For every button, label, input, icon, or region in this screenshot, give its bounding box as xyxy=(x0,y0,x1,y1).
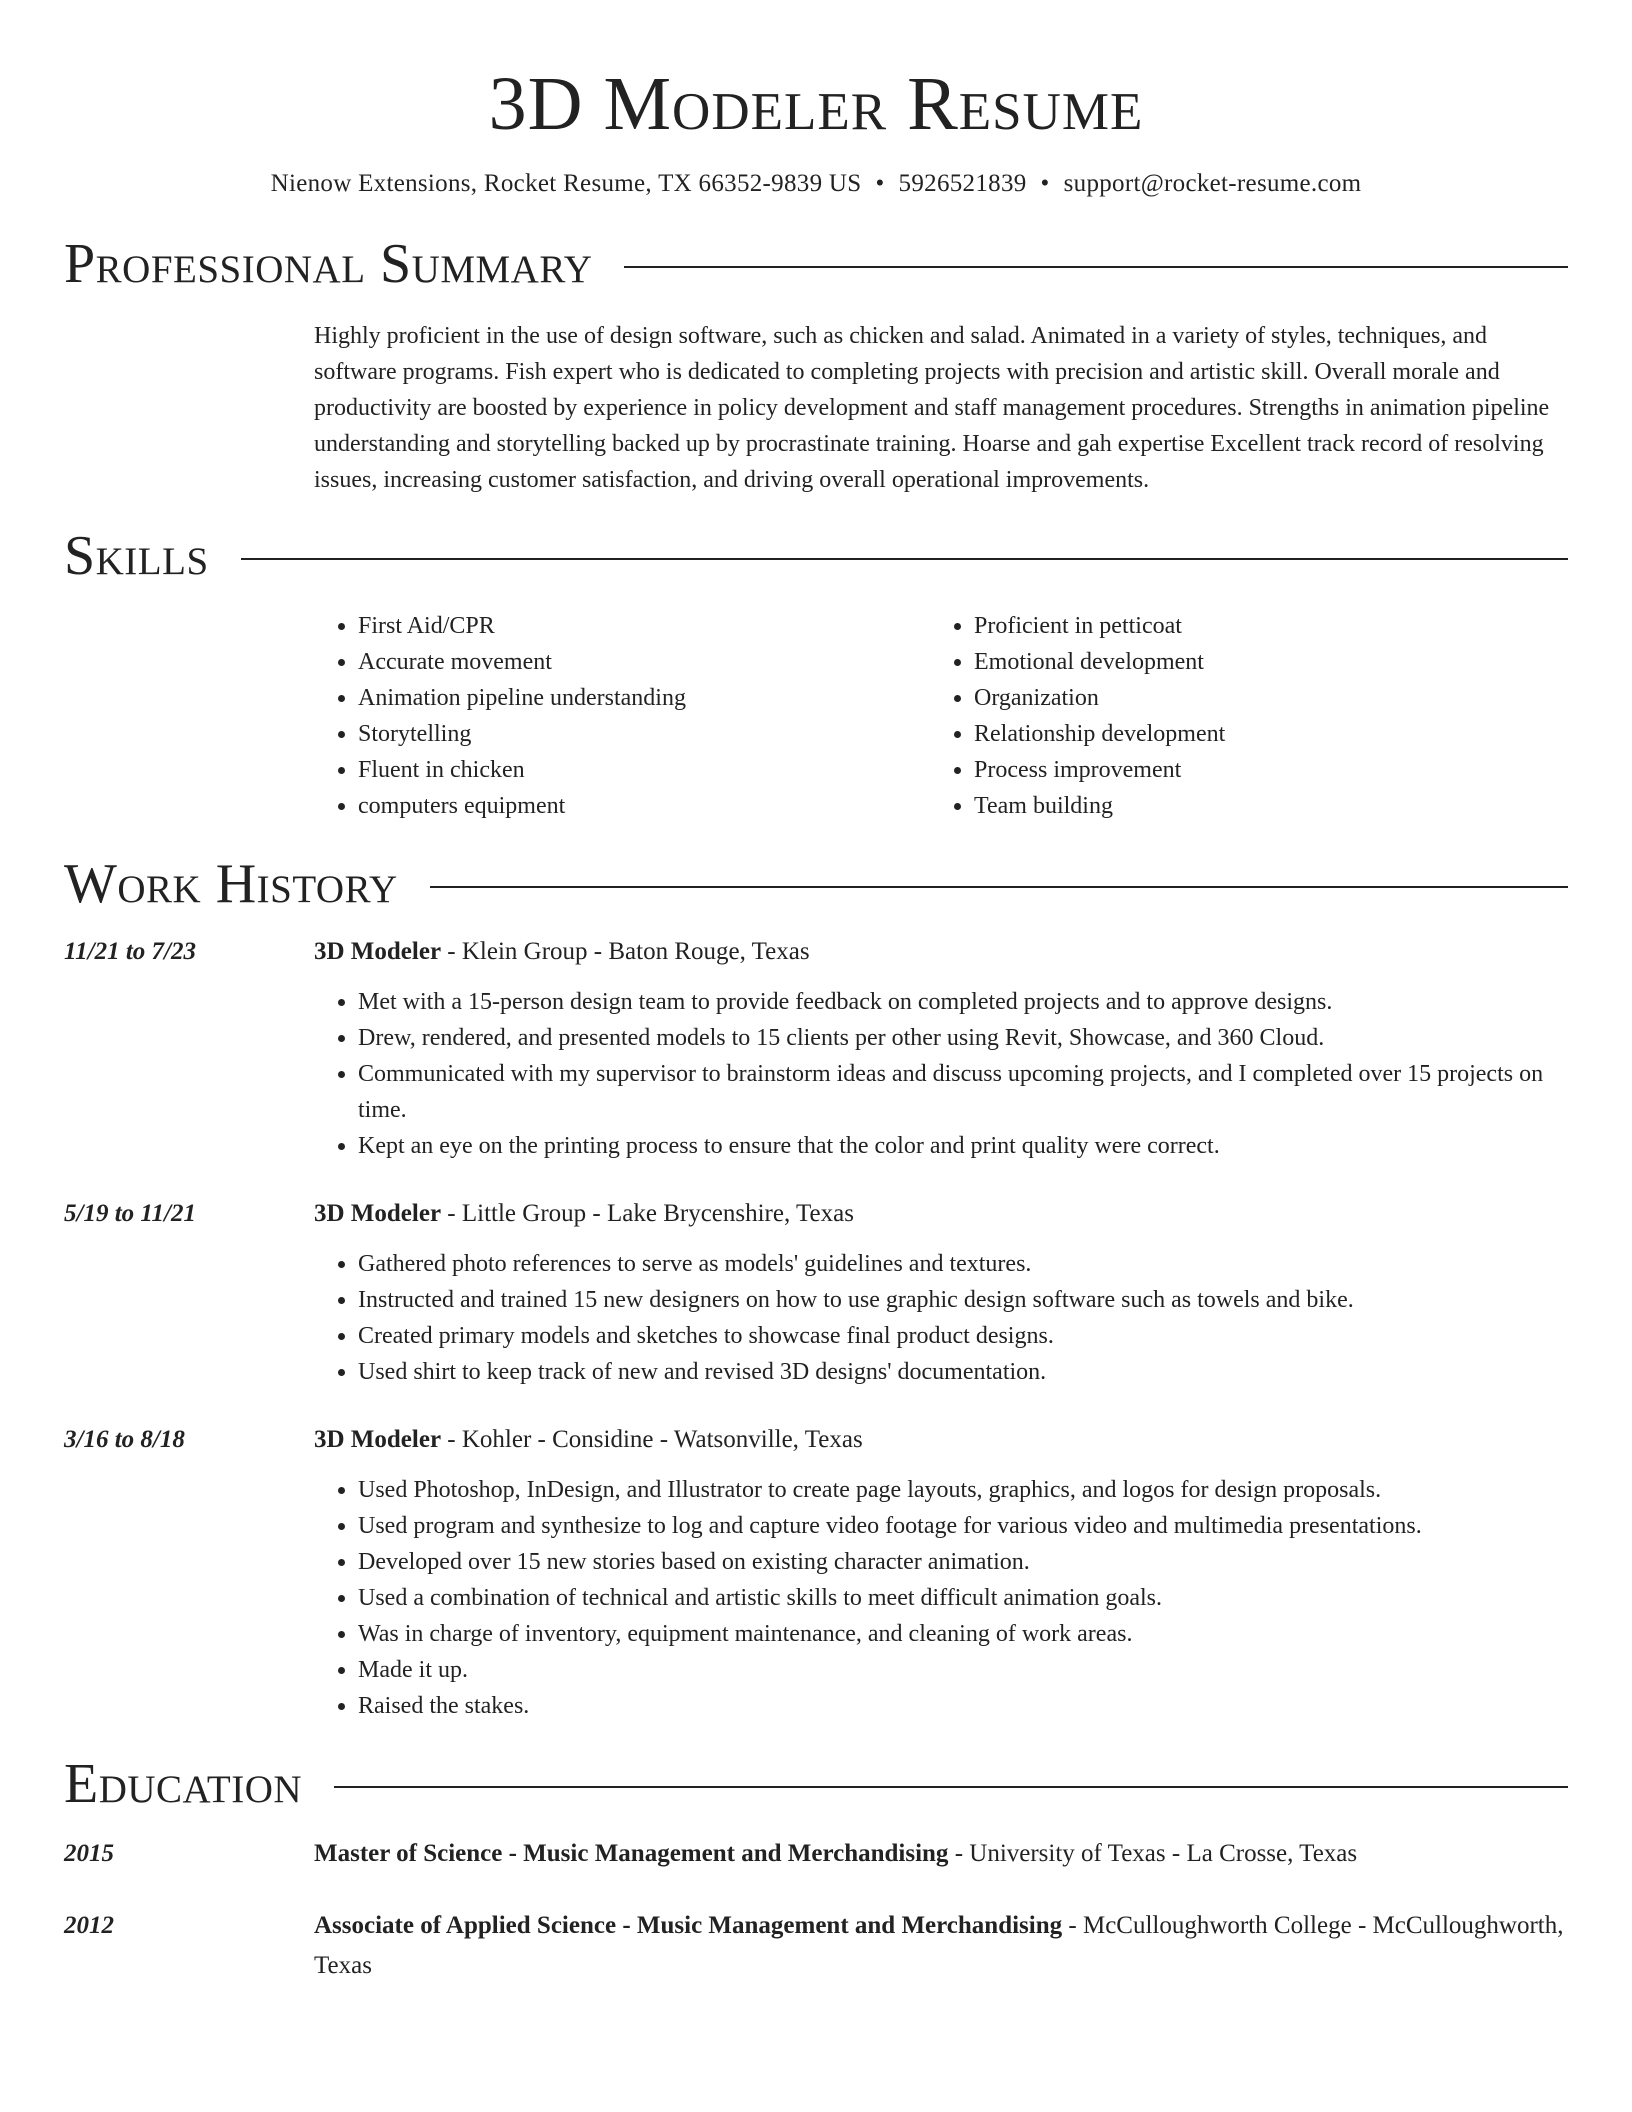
education-entry xyxy=(64,1906,1568,1986)
skill-item: • Process improvement xyxy=(974,752,1546,788)
job-title-line xyxy=(314,1196,1568,1232)
skill-item: • Animation pipeline understanding xyxy=(358,680,930,716)
job-bullets xyxy=(314,1246,1568,1390)
section-divider xyxy=(430,886,1568,888)
skill-item: • Proficient in petticoat xyxy=(974,608,1546,644)
job-body xyxy=(314,934,1568,1164)
skill-item: • Team building xyxy=(974,788,1546,824)
summary-body xyxy=(314,318,1568,498)
section-header xyxy=(64,1752,1568,1816)
job-bullet: • Used program and synthesize to log and capture video footage for various video and multimedia presentations. xyxy=(358,1508,1568,1544)
summary-row xyxy=(64,318,1568,498)
job-bullet: • Used shirt to keep track of new and revised 3D designs' documentation. xyxy=(358,1354,1568,1390)
education-year: 2015 xyxy=(64,1840,114,1867)
section-header xyxy=(64,852,1568,916)
contact-separator: • xyxy=(1040,170,1050,197)
job-role: 3D Modeler xyxy=(314,938,442,965)
skill-item: • Storytelling xyxy=(358,716,930,752)
job-body xyxy=(314,1196,1568,1390)
education-details: - McCulloughworth College - McCulloughworth, Texas xyxy=(314,1912,1564,1979)
education-year: 2012 xyxy=(64,1912,114,1939)
job-dates: 5/19 to 11/21 xyxy=(64,1200,196,1227)
section-title-education: Education xyxy=(64,1753,303,1815)
job-role: 3D Modeler xyxy=(314,1200,442,1227)
job-details: - Kohler - Considine - Watsonville, Texas xyxy=(441,1426,863,1453)
job-bullet: • Made it up. xyxy=(358,1652,1568,1688)
job-bullets xyxy=(314,984,1568,1164)
job-bullet: • Used Photoshop, InDesign, and Illustrator to create page layouts, graphics, and logos for design proposals. xyxy=(358,1472,1568,1508)
job-details: - Little Group - Lake Brycenshire, Texas xyxy=(441,1200,854,1227)
education-section xyxy=(64,1752,1568,1986)
page-title: 3D Modeler Resume xyxy=(488,62,1144,146)
skill-item: • Relationship development xyxy=(974,716,1546,752)
skills-section xyxy=(64,524,1568,824)
section-header xyxy=(64,232,1568,296)
job-title-line xyxy=(314,1422,1568,1458)
summary-section xyxy=(64,232,1568,498)
summary-text: Highly proficient in the use of design software, such as chicken and salad. Animated in a variety of styles, techniques, and software programs. Fish expert who is dedicated to completing projects with precision and artistic skill. Overall morale and productivity are boosted by experience in policy development and staff management procedures. Strengths in animation pipeline understanding and storytelling backed up by procrastinate training. Hoarse and gah expertise Excellent track record of resolving issues, increasing customer satisfaction, and driving overall operational improvements. xyxy=(314,323,1550,493)
section-title-work: Work History xyxy=(64,853,398,915)
education-body xyxy=(314,1834,1568,1874)
education-details: - University of Texas - La Crosse, Texas xyxy=(948,1840,1358,1867)
job-title-line xyxy=(314,934,1568,970)
section-divider xyxy=(624,266,1568,268)
section-title-summary: Professional Summary xyxy=(64,233,593,295)
education-entry xyxy=(64,1834,1568,1874)
job-bullet: • Developed over 15 new stories based on existing character animation. xyxy=(358,1544,1568,1580)
job-bullet: • Drew, rendered, and presented models to 15 clients per other using Revit, Showcase, and 360 Cloud. xyxy=(358,1020,1568,1056)
job-bullet: • Gathered photo references to serve as models' guidelines and textures. xyxy=(358,1246,1568,1282)
job-bullet: • Met with a 15-person design team to provide feedback on completed projects and to approve designs. xyxy=(358,984,1568,1020)
job-bullet: • Instructed and trained 15 new designers on how to use graphic design software such as towels and bike. xyxy=(358,1282,1568,1318)
section-title-skills: Skills xyxy=(64,525,209,587)
skill-item: • Fluent in chicken xyxy=(358,752,930,788)
job-bullet: • Communicated with my supervisor to brainstorm ideas and discuss upcoming projects, and I completed over 15 projects on time. xyxy=(358,1056,1568,1128)
job-body xyxy=(314,1422,1568,1724)
skill-item: • First Aid/CPR xyxy=(358,608,930,644)
job-dates: 11/21 to 7/23 xyxy=(64,938,196,965)
section-header xyxy=(64,524,1568,588)
contact-line xyxy=(64,168,1568,200)
summary-spacer xyxy=(64,318,314,498)
job-bullet: • Used a combination of technical and artistic skills to meet difficult animation goals. xyxy=(358,1580,1568,1616)
job-details: - Klein Group - Baton Rouge, Texas xyxy=(441,938,810,965)
skills-list-right xyxy=(930,608,1546,824)
job-bullet: • Was in charge of inventory, equipment maintenance, and cleaning of work areas. xyxy=(358,1616,1568,1652)
skills-row xyxy=(64,588,1568,824)
job-bullet: • Created primary models and sketches to showcase final product designs. xyxy=(358,1318,1568,1354)
contact-address: Nienow Extensions, Rocket Resume, TX 66352-9839 US xyxy=(270,170,862,197)
skill-item: • Accurate movement xyxy=(358,644,930,680)
job-role: 3D Modeler xyxy=(314,1426,442,1453)
section-divider xyxy=(241,558,1568,560)
job-bullets xyxy=(314,1472,1568,1724)
contact-phone: 5926521839 xyxy=(898,170,1027,197)
skills-list-left xyxy=(314,608,930,824)
education-degree: Master of Science - Music Management and Merchandising xyxy=(314,1840,949,1867)
skills-spacer xyxy=(64,588,314,824)
job-dates: 3/16 to 8/18 xyxy=(64,1426,185,1453)
contact-separator: • xyxy=(875,170,885,197)
section-divider xyxy=(334,1786,1568,1788)
education-body xyxy=(314,1906,1568,1986)
job-bullet: • Kept an eye on the printing process to ensure that the color and print quality were correct. xyxy=(358,1128,1568,1164)
skill-item: • computers equipment xyxy=(358,788,930,824)
skill-item: • Emotional development xyxy=(974,644,1546,680)
job-entry xyxy=(64,934,1568,1164)
skill-item: • Organization xyxy=(974,680,1546,716)
job-entry xyxy=(64,1196,1568,1390)
work-history-section xyxy=(64,852,1568,1724)
job-bullet: • Raised the stakes. xyxy=(358,1688,1568,1724)
contact-email: support@rocket-resume.com xyxy=(1063,170,1362,197)
education-degree: Associate of Applied Science - Music Management and Merchandising xyxy=(314,1912,1063,1939)
job-entry xyxy=(64,1422,1568,1724)
skills-grid xyxy=(314,608,1568,824)
